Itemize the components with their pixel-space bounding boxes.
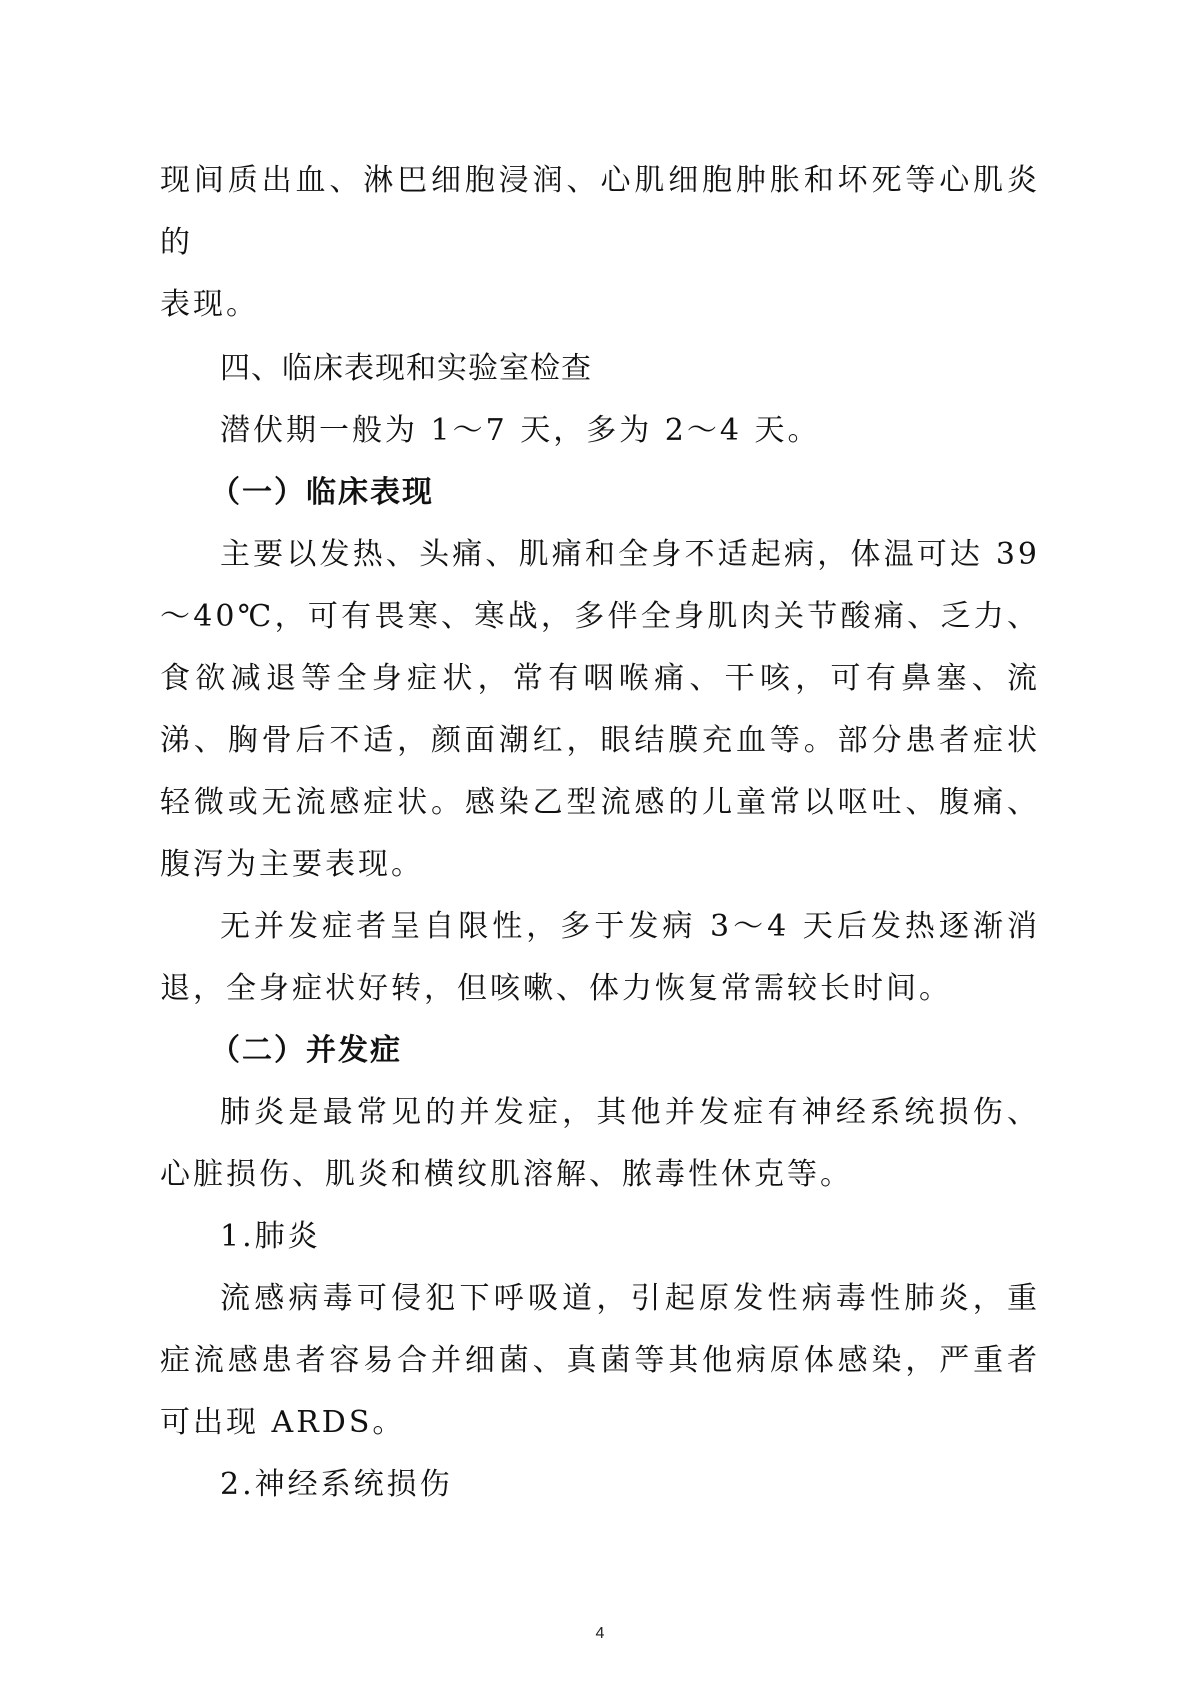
item-heading-pneumonia: 1.肺炎 [220,1219,321,1254]
section-heading: 四、临床表现和实验室检查 [220,351,592,386]
continuation-line-1: 现间质出血、淋巴细胞浸润、心肌细胞肿胀和坏死等心肌炎的 [160,163,1040,260]
continuation-line-2: 表现。 [160,287,259,322]
clinical-paragraph-1: 主要以发热、头痛、肌痛和全身不适起病，体温可达 39～40℃，可有畏寒、寒战，多伴全身肌肉关节酸痛、乏力、食欲减退等全身症状，常有咽喉痛、干咳，可有鼻塞、流涕、胸骨后不适，颜面潮红，眼结膜充血等。部分患者症状轻微或无流感症状。感染乙型流感的儿童常以呕吐、腹痛、腹泻为主要表现。 [160,537,1040,882]
subsection-heading-clinical: （一）临床表现 [210,475,434,510]
incubation-paragraph: 潜伏期一般为 1～7 天，多为 2～4 天。 [220,413,821,448]
subsection-heading-complications: （二）并发症 [210,1033,402,1068]
item-heading-nervous-system: 2.神经系统损伤 [220,1467,453,1502]
complications-paragraph: 肺炎是最常见的并发症，其他并发症有神经系统损伤、心脏损伤、肌炎和横纹肌溶解、脓毒性休克等。 [160,1095,1040,1192]
clinical-paragraph-2: 无并发症者呈自限性，多于发病 3～4 天后发热逐渐消退，全身症状好转，但咳嗽、体力恢复常需较长时间。 [160,909,1040,1006]
pneumonia-paragraph: 流感病毒可侵犯下呼吸道，引起原发性病毒性肺炎，重症流感患者容易合并细菌、真菌等其他病原体感染，严重者可出现 ARDS。 [160,1281,1040,1440]
document-body [160,150,1040,1516]
continuation-paragraph [160,150,1040,336]
page-number: 4 [595,1625,605,1642]
